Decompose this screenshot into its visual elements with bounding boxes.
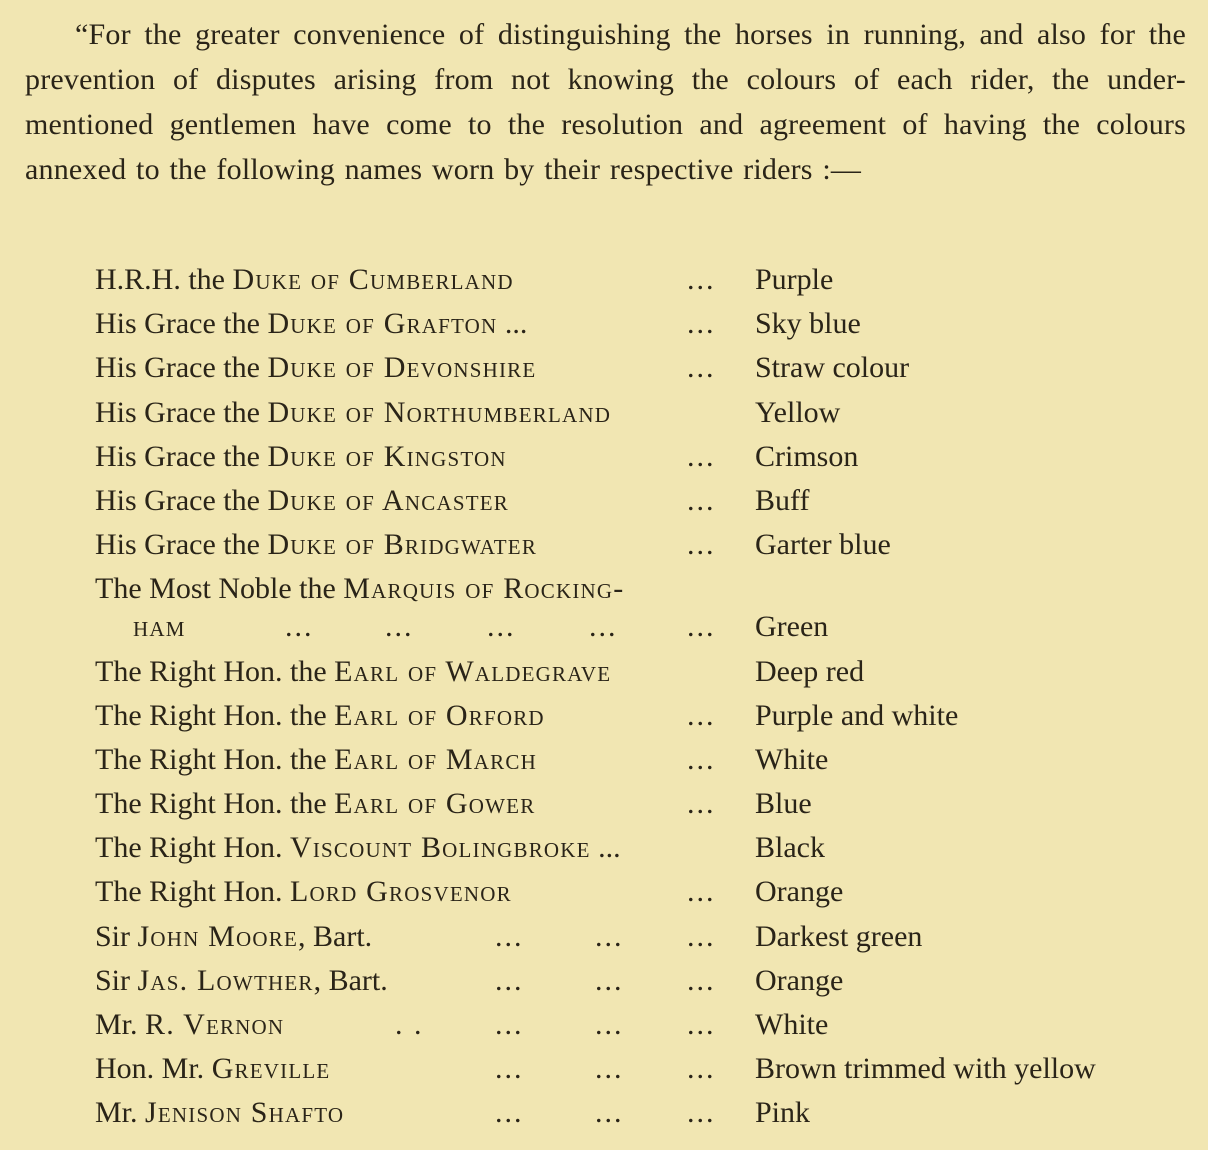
owner-name: Duke of Northumberland <box>267 395 612 429</box>
racing-colour: White <box>755 1008 829 1041</box>
list-item: Hon. Mr. Greville ... ... ... Brown trimmed with yellow <box>95 1047 1185 1091</box>
list-item: Mr. Jenison Shafto ... ... ... Pink <box>95 1091 1185 1135</box>
list-item: His Grace the Duke of Bridgwater ... Garter blue <box>95 523 1185 567</box>
owner-name: Viscount Bolingbroke <box>290 831 591 865</box>
racing-colour: Sky blue <box>755 307 861 341</box>
racing-colour: Deep red <box>755 654 865 688</box>
owner-name: Earl of Waldegrave <box>334 654 612 688</box>
dot-leader: ... <box>285 610 314 644</box>
list-item: Mr. R. Vernon . . ... ... ... White <box>95 1003 1185 1047</box>
list-item: H.R.H. the Duke of Cumberland ... Purple <box>95 258 1185 302</box>
dot-leader: ... <box>687 528 716 562</box>
list-item: His Grace the Duke of Kingston ... Crimson <box>95 435 1185 479</box>
owner-name: Duke of Bridgwater <box>267 528 538 562</box>
dot-leader: . . <box>395 1008 424 1041</box>
owner-name: Earl of Gower <box>334 787 536 821</box>
list-item: The Right Hon. the Earl of Waldegrave Deep red <box>95 650 1185 694</box>
dot-leader: ... <box>687 610 716 644</box>
owner-name: ham <box>133 610 186 644</box>
owner-name: Duke of Cumberland <box>232 263 514 296</box>
dot-leader: ... <box>495 1008 524 1041</box>
intro-text: “For the greater convenience of distinguishing the horses in running, and also for the prevention of disputes arising from not knowing the colours of each rider, the under-mentioned gentlemen have come to the resolution and agreement of having the colours annexed to the following names worn by their respective riders :— <box>25 18 1186 186</box>
owner-name: Greville <box>211 1052 331 1086</box>
list-item: The Right Hon. the Earl of Orford ... Purple and white <box>95 694 1185 738</box>
racing-colour: White <box>755 742 829 776</box>
racing-colour: Blue <box>755 787 812 821</box>
owner-name: John Moore <box>137 919 299 953</box>
racing-colour: Garter blue <box>755 528 891 562</box>
list-item: His Grace the Duke of Northumberland Yellow <box>95 391 1185 435</box>
racing-colour: Green <box>755 610 829 644</box>
owner-name: Duke of Devonshire <box>267 351 537 385</box>
owner-name: Earl of March <box>334 742 537 776</box>
racing-colour: Orange <box>755 875 844 909</box>
racing-colour: Buff <box>755 483 810 517</box>
dot-leader: ... <box>595 1052 624 1086</box>
dot-leader: ... <box>687 1096 716 1130</box>
owner-name: Jenison Shafto <box>145 1096 345 1130</box>
dot-leader: ... <box>687 1008 716 1041</box>
racing-colour: Purple <box>755 263 834 296</box>
racing-colour: Pink <box>755 1096 811 1130</box>
dot-leader: ... <box>687 963 716 997</box>
dot-leader: ... <box>687 263 716 296</box>
colours-list <box>95 258 1185 1136</box>
dot-leader: ... <box>687 875 716 909</box>
racing-colour: Yellow <box>755 395 841 429</box>
racing-colour: Orange <box>755 963 844 997</box>
dot-leader: ... <box>495 1096 524 1130</box>
dot-leader: ... <box>687 307 716 341</box>
dot-leader: ... <box>687 742 716 776</box>
dot-leader: ... <box>687 351 716 385</box>
owner-name: Earl of Orford <box>334 698 545 732</box>
intro-paragraph <box>25 12 1186 192</box>
racing-colour: Darkest green <box>755 919 923 953</box>
racing-colour: Crimson <box>755 439 859 473</box>
dot-leader: ... <box>495 963 524 997</box>
dot-leader: ... <box>595 919 624 953</box>
dot-leader: ... <box>495 1052 524 1086</box>
list-item: The Right Hon. Lord Grosvenor ... Orange <box>95 870 1185 914</box>
dot-leader: ... <box>595 963 624 997</box>
owner-name: Duke of Grafton <box>267 307 498 341</box>
racing-colour: Straw colour <box>755 351 910 385</box>
dot-leader: ... <box>687 919 716 953</box>
dot-leader: ... <box>487 610 516 644</box>
racing-colour: Brown trimmed with yellow <box>755 1052 1096 1086</box>
dot-leader: ... <box>595 1008 624 1041</box>
owner-name: Marquis of Rocking- <box>343 572 625 606</box>
list-item: His Grace the Duke of Devonshire ... Straw colour <box>95 346 1185 390</box>
owner-name: Duke of Kingston <box>267 439 507 473</box>
list-item: The Right Hon. Viscount Bolingbroke ... Black <box>95 826 1185 870</box>
racing-colour: Purple and white <box>755 698 959 732</box>
dot-leader: ... <box>385 610 414 644</box>
dot-leader: ... <box>589 610 618 644</box>
dot-leader: ... <box>687 1052 716 1086</box>
dot-leader: ... <box>687 698 716 732</box>
list-item: His Grace the Duke of Ancaster ... Buff <box>95 479 1185 523</box>
list-item: The Right Hon. the Earl of Gower ... Blue <box>95 782 1185 826</box>
dot-leader: ... <box>687 483 716 517</box>
owner-name: Lord Grosvenor <box>290 875 512 909</box>
list-item: His Grace the Duke of Grafton ... ... Sky blue <box>95 302 1185 346</box>
owner-name: Duke of Ancaster <box>267 483 509 517</box>
list-item: The Right Hon. the Earl of March ... White <box>95 738 1185 782</box>
racing-colour: Black <box>755 831 825 865</box>
list-item: The Most Noble the Marquis of Rocking- <box>95 572 625 606</box>
owner-name: Jas. Lowther <box>137 963 314 997</box>
owner-name: R. Vernon <box>145 1008 285 1041</box>
dot-leader: ... <box>687 439 716 473</box>
dot-leader: ... <box>595 1096 624 1130</box>
list-item: Sir Jas. Lowther, Bart. ... ... ... Orange <box>95 959 1185 1003</box>
list-item: Sir John Moore, Bart. ... ... ... Darkest green <box>95 915 1185 959</box>
dot-leader: ... <box>495 919 524 953</box>
list-item-continuation <box>95 605 1185 649</box>
dot-leader: ... <box>687 787 716 821</box>
